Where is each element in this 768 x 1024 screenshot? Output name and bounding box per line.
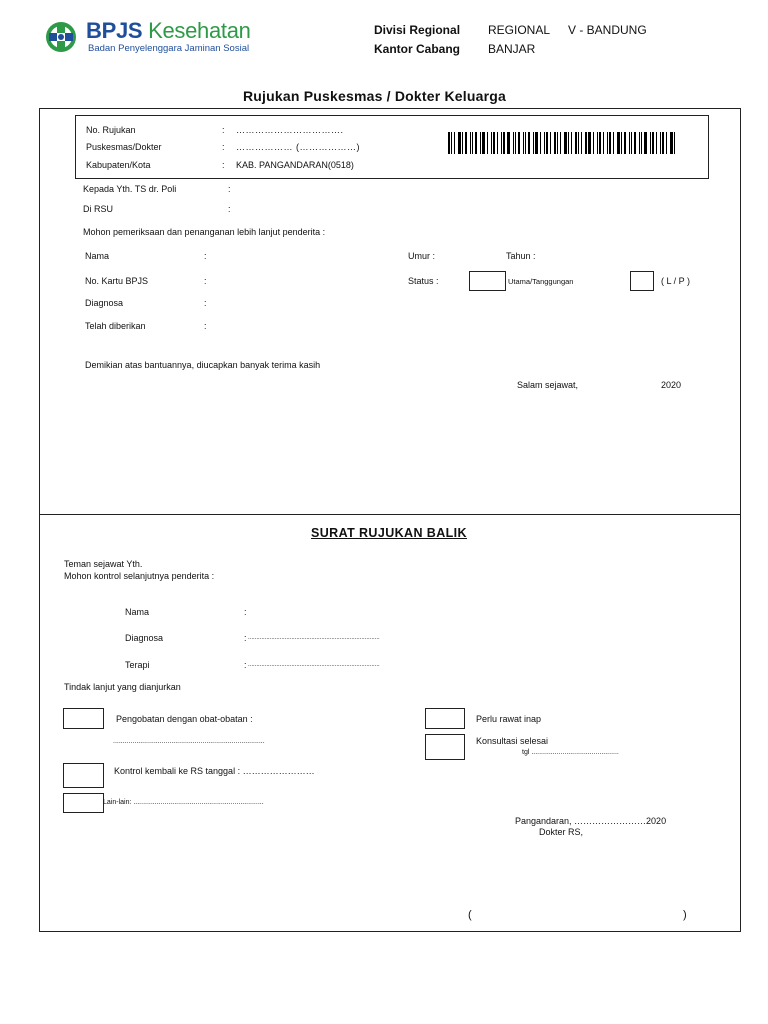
barcode-bar xyxy=(493,132,495,154)
barcode-bar xyxy=(560,132,561,154)
puskesmas-label: Puskesmas/Dokter xyxy=(86,142,162,152)
barcode-bar xyxy=(501,132,502,154)
closing-text: Demikian atas bantuannya, diucapkan banyak terima kasih xyxy=(85,360,321,370)
obat-label: Pengobatan dengan obat-obatan : xyxy=(116,714,253,724)
barcode-bar xyxy=(578,132,579,154)
colon: : xyxy=(222,160,225,170)
barcode-bar xyxy=(503,132,505,154)
barcode-bar xyxy=(621,132,622,154)
obat-checkbox[interactable] xyxy=(63,708,104,729)
barcode-bar xyxy=(662,132,664,154)
barcode-bar xyxy=(634,132,636,154)
barcode-bar xyxy=(554,132,556,154)
status-checkbox[interactable] xyxy=(469,271,506,291)
balik-diagnosa-dots: ............................................................................... xyxy=(248,635,380,641)
kabupaten-label: Kabupaten/Kota xyxy=(86,160,151,170)
barcode-bar xyxy=(607,132,608,154)
barcode-bar xyxy=(581,132,582,154)
barcode-bar xyxy=(674,132,675,154)
kartu-label: No. Kartu BPJS xyxy=(85,276,149,286)
barcode-bar xyxy=(462,132,463,154)
barcode-bar xyxy=(557,132,558,154)
barcode-bar xyxy=(544,132,545,154)
rawat-inap-checkbox[interactable] xyxy=(425,708,465,729)
barcode-bar xyxy=(603,132,604,154)
colon: : xyxy=(228,204,231,214)
barcode-bar xyxy=(546,132,548,154)
konsultasi-checkbox[interactable] xyxy=(425,734,465,760)
colon: : xyxy=(204,276,207,286)
barcode-bar xyxy=(575,132,577,154)
barcode-bar xyxy=(497,132,498,154)
divisi-region: V - BANDUNG xyxy=(568,23,647,37)
barcode-bar xyxy=(487,132,488,154)
lain-label: Lain-lain: ................................................................... xyxy=(103,799,264,806)
barcode-bar xyxy=(666,132,667,154)
barcode-bar xyxy=(528,132,530,154)
barcode-bar xyxy=(617,132,620,154)
barcode-bar xyxy=(540,132,541,154)
tindak-text: Tindak lanjut yang dianjurkan xyxy=(64,682,181,692)
barcode-bar xyxy=(641,132,642,154)
barcode-bar xyxy=(652,132,654,154)
balik-nama-label: Nama xyxy=(125,607,150,617)
colon: : xyxy=(204,298,207,308)
barcode-bar xyxy=(458,132,461,154)
barcode-bar xyxy=(650,132,651,154)
barcode-bar xyxy=(568,132,569,154)
divisi-value: REGIONAL xyxy=(488,23,551,37)
divisi-label: Divisi Regional xyxy=(374,23,461,37)
colon: : xyxy=(222,142,225,152)
section-divider xyxy=(39,514,740,515)
barcode-bar xyxy=(597,132,598,154)
tgl-label: tgl ............................................. xyxy=(522,749,619,756)
barcode-bar xyxy=(515,132,516,154)
barcode-bar xyxy=(613,132,614,154)
barcode-bar xyxy=(448,132,450,154)
balik-terapi-label: Terapi xyxy=(125,660,150,670)
bpjs-logo-icon xyxy=(44,20,78,54)
barcode-bar xyxy=(571,132,572,154)
kantor-value: BANJAR xyxy=(488,42,536,56)
bpjs-logo xyxy=(44,18,251,58)
barcode-bar xyxy=(639,132,640,154)
barcode-bar xyxy=(535,132,538,154)
barcode-bar xyxy=(465,132,467,154)
barcode-bar xyxy=(525,132,526,154)
colon: : xyxy=(228,184,231,194)
dokter-label: Dokter RS, xyxy=(539,827,584,837)
signature-open: ( xyxy=(468,909,472,921)
colon: : xyxy=(222,125,225,135)
barcode-bar xyxy=(507,132,510,154)
nama-label: Nama xyxy=(85,251,110,261)
barcode-bar xyxy=(656,132,657,154)
kontrol-label: Kontrol kembali ke RS tanggal : …………………… xyxy=(114,766,315,776)
signature-close: ) xyxy=(683,909,687,921)
no-rujukan-label: No. Rujukan xyxy=(86,125,136,135)
obat-dots: .............................................................................. xyxy=(113,738,265,745)
lain-checkbox[interactable] xyxy=(63,793,104,813)
barcode-bar xyxy=(644,132,647,154)
no-rujukan-value: ……………………………. xyxy=(236,125,344,135)
kabupaten-value: KAB. PANGANDARAN(0518) xyxy=(236,160,354,170)
place-date: Pangandaran, ……………………2020 xyxy=(515,816,667,826)
mohon-text: Mohon pemeriksaan dan penanganan lebih lanjut penderita : xyxy=(83,227,326,237)
balik-diagnosa-label: Diagnosa xyxy=(125,633,164,643)
barcode xyxy=(448,132,678,154)
barcode-bar xyxy=(564,132,567,154)
barcode-bar xyxy=(513,132,514,154)
barcode-bar xyxy=(523,132,524,154)
barcode-bar xyxy=(480,132,481,154)
barcode-bar xyxy=(533,132,534,154)
kontrol-checkbox[interactable] xyxy=(63,763,104,788)
barcode-bar xyxy=(593,132,594,154)
salam-text: Salam sejawat, xyxy=(517,380,579,390)
barcode-bar xyxy=(518,132,520,154)
status-value: Utama/Tanggungan xyxy=(508,277,574,286)
barcode-bar xyxy=(585,132,587,154)
tahun-label: Tahun : xyxy=(506,251,536,261)
page-title: Rujukan Puskesmas / Dokter Keluarga xyxy=(243,88,506,104)
status-label: Status : xyxy=(408,276,439,286)
mohon-kontrol-text: Mohon kontrol selanjutnya penderita : xyxy=(64,571,215,581)
logo-brand-sub: Kesehatan xyxy=(148,18,251,43)
gender-value: ( L / P ) xyxy=(661,276,691,286)
teman-text: Teman sejawat Yth. xyxy=(64,559,143,569)
barcode-bar xyxy=(599,132,601,154)
balik-title: SURAT RUJUKAN BALIK xyxy=(311,526,467,540)
kepada-label: Kepada Yth. TS dr. Poli xyxy=(83,184,177,194)
barcode-bar xyxy=(660,132,661,154)
barcode-bar xyxy=(588,132,591,154)
colon: : xyxy=(244,660,247,670)
colon: : xyxy=(204,251,207,261)
di-rsu-label: Di RSU xyxy=(83,204,114,214)
kantor-label: Kantor Cabang xyxy=(374,42,461,56)
logo-tagline: Badan Penyelenggara Jaminan Sosial xyxy=(88,43,250,54)
barcode-bar xyxy=(631,132,632,154)
barcode-bar xyxy=(482,132,485,154)
umur-label: Umur : xyxy=(408,251,435,261)
barcode-bar xyxy=(475,132,477,154)
barcode-bar xyxy=(491,132,492,154)
rawat-inap-label: Perlu rawat inap xyxy=(476,714,542,724)
colon: : xyxy=(204,321,207,331)
barcode-bar xyxy=(624,132,626,154)
barcode-bar xyxy=(629,132,630,154)
diagnosa-label: Diagnosa xyxy=(85,298,124,308)
colon: : xyxy=(244,633,247,643)
logo-brand: BPJS xyxy=(86,18,143,43)
barcode-bar xyxy=(472,132,473,154)
konsultasi-label: Konsultasi selesai xyxy=(476,736,549,746)
barcode-bar xyxy=(550,132,551,154)
barcode-bar xyxy=(454,132,455,154)
year-text: 2020 xyxy=(661,380,682,390)
barcode-bar xyxy=(609,132,611,154)
colon: : xyxy=(244,607,247,617)
balik-terapi-dots: ............................................................................... xyxy=(248,662,380,668)
barcode-bar xyxy=(670,132,673,154)
telah-label: Telah diberikan xyxy=(85,321,146,331)
barcode-bar xyxy=(470,132,471,154)
gender-checkbox[interactable] xyxy=(630,271,654,291)
barcode-bar xyxy=(451,132,452,154)
puskesmas-value: ……………… (………………) xyxy=(236,142,360,152)
